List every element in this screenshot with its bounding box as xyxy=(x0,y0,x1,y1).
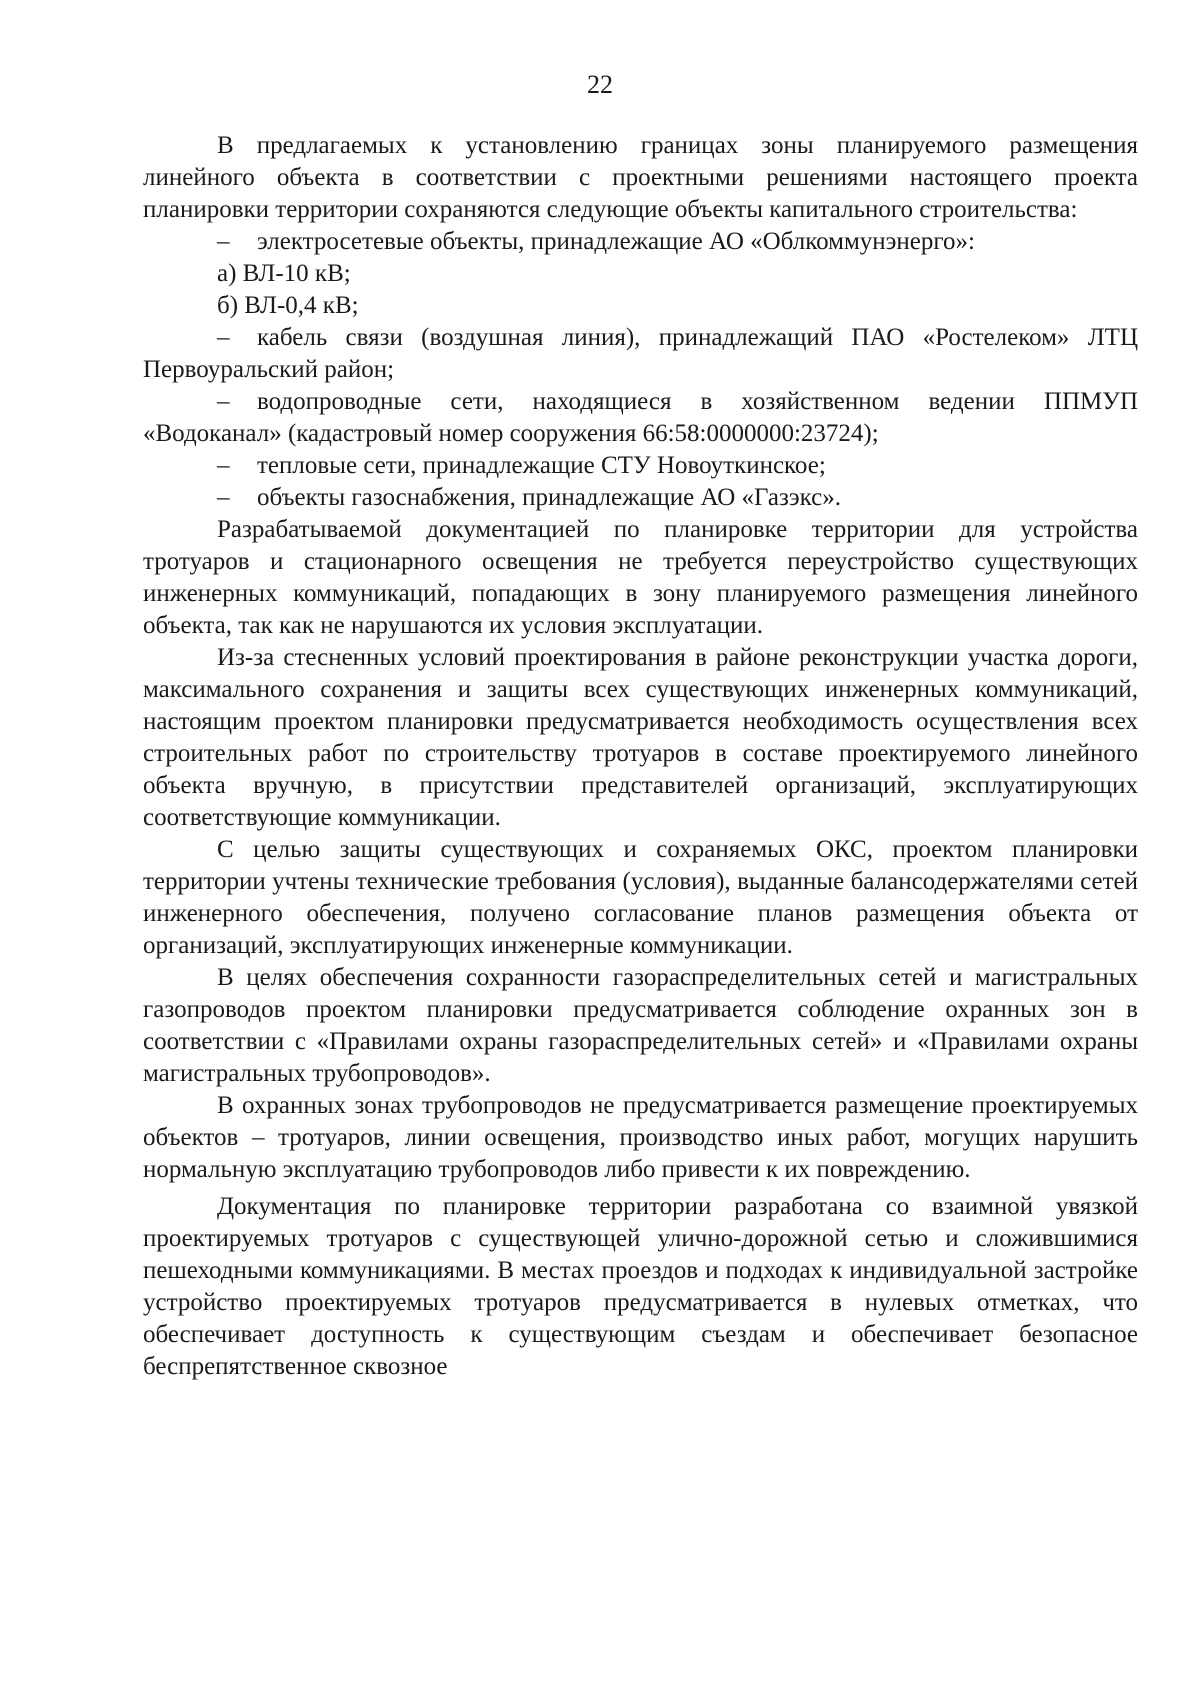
paragraph-no-relocation: Разрабатываемой документацией по планировке территории для устройства тротуаров и стационарного освещения не требуется переустройство существующих инженерных коммуникаций, попадающих в зону планируемого размещения линейного объекта, так как не нарушаются их условия эксплуатации. xyxy=(143,516,1138,639)
list-item-text: электросетевые объекты, принадлежащие АО «Облкоммунэнерго»: xyxy=(257,228,975,255)
list-item-power-grid xyxy=(143,226,1138,258)
list-subitem-vl04: б) ВЛ-0,4 кВ; xyxy=(217,292,359,319)
list-subitem-vl10: а) ВЛ-10 кВ; xyxy=(217,260,351,287)
paragraph-pedestrian-linkage: Документация по планировке территории разработана со взаимной увязкой проектируемых тротуаров с существующей улично-дорожной сетью и сложившимися пешеходными коммуникациями. В местах проездов и подходах к индивидуальной застройке устройство проектируемых тротуаров предусматривается в нулевых отметках, что обеспечивает доступность к существующим съездам и обеспечивает безопасное беспрепятственное сквозное xyxy=(143,1193,1138,1380)
list-item-gas-supply xyxy=(143,482,1138,514)
list-item-text: водопроводные сети, находящиеся в хозяйственном ведении ППМУП «Водоканал» (кадастровый номер сооружения 66:58:0000000:23724); xyxy=(143,388,1138,447)
list-item-communication-cable xyxy=(143,322,1138,386)
list-dash: – xyxy=(217,484,230,511)
list-dash: – xyxy=(217,452,230,479)
page-number: 22 xyxy=(587,70,613,99)
paragraph-gas-protection-zones: В целях обеспечения сохранности газораспределительных сетей и магистральных газопроводов проектом планировки предусматривается соблюдение охранных зон в соответствии с «Правилами охраны газораспределительных сетей» и «Правилами охраны магистральных трубопроводов». xyxy=(143,964,1138,1087)
paragraph-pipeline-zones: В охранных зонах трубопроводов не предусматривается размещение проектируемых объектов – тротуаров, линии освещения, производство иных работ, могущих нарушить нормальную эксплуатацию трубопроводов либо привести к их повреждению. xyxy=(143,1092,1138,1183)
document-body xyxy=(143,130,1138,1383)
paragraph-manual-works: Из-за стесненных условий проектирования в районе реконструкции участка дороги, максимального сохранения и защиты всех существующих инженерных коммуникаций, настоящим проектом планировки предусматривается необходимость осуществления всех строительных работ по строительству тротуаров в составе проектируемого линейного объекта вручную, в присутствии представителей организаций, эксплуатирующих соответствующие коммуникации. xyxy=(143,644,1138,831)
paragraph-retained-objects-intro: В предлагаемых к установлению границах зоны планируемого размещения линейного объекта в соответствии с проектными решениями настоящего проекта планировки территории сохраняются следующие объекты капитального строительства: xyxy=(143,132,1138,223)
list-item-water-network xyxy=(143,386,1138,450)
list-item-text: объекты газоснабжения, принадлежащие АО «Газэкс». xyxy=(257,484,841,511)
list-item-text: тепловые сети, принадлежащие СТУ Новоуткинское; xyxy=(257,452,826,479)
list-dash: – xyxy=(217,228,230,255)
list-dash: – xyxy=(217,388,230,415)
list-dash: – xyxy=(217,324,230,351)
paragraph-technical-requirements: С целью защиты существующих и сохраняемых ОКС, проектом планировки территории учтены технические требования (условия), выданные балансодержателями сетей инженерного обеспечения, получено согласование планов размещения объекта от организаций, эксплуатирующих инженерные коммуникации. xyxy=(143,836,1138,959)
list-item-text: кабель связи (воздушная линия), принадлежащий ПАО «Ростелеком» ЛТЦ Первоуральский район; xyxy=(143,324,1138,383)
list-item-heat-network xyxy=(143,450,1138,482)
